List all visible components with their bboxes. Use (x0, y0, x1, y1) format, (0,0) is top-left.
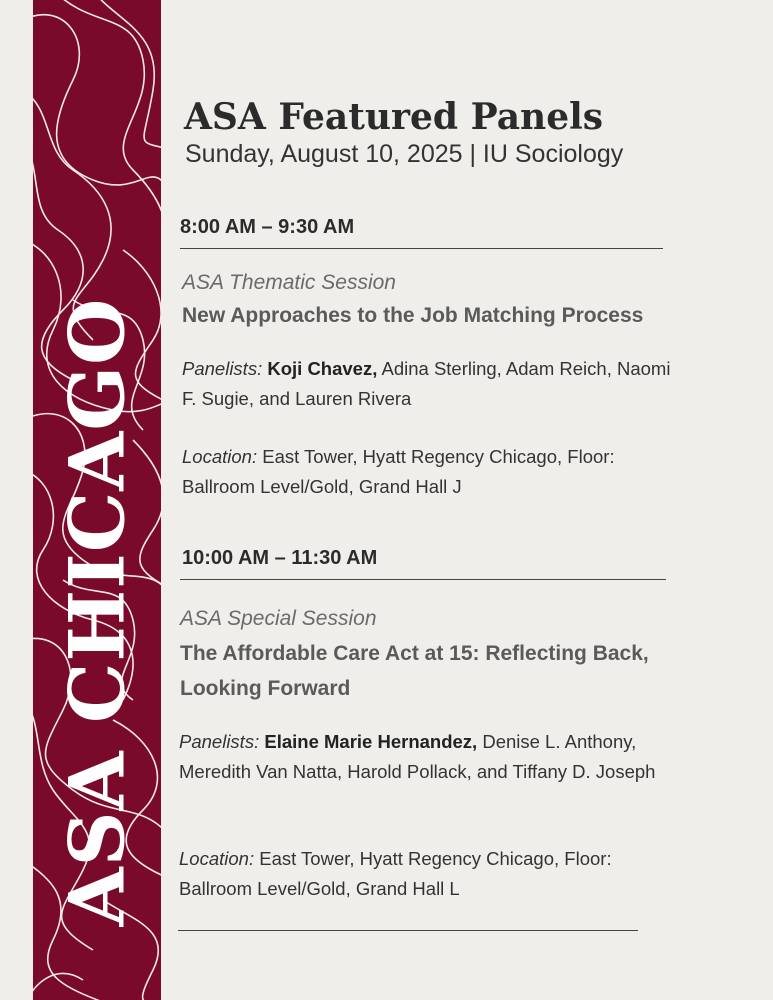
location-text: East Tower, Hyatt Regency Chicago, Floor: Ballroom Level/Gold, Grand Hall L (179, 848, 612, 899)
location-text: East Tower, Hyatt Regency Chicago, Floor: Ballroom Level/Gold, Grand Hall J (182, 446, 615, 497)
session-1-panelists (182, 354, 672, 414)
session-1-location (182, 442, 672, 502)
session-1-time: 8:00 AM – 9:30 AM (180, 216, 355, 238)
footer-divider (178, 930, 638, 931)
panelists-list: Denise L. Anthony, Meredith Van Natta, Harold Pollack, and Tiffany D. Joseph (179, 731, 656, 782)
panelists-label: Panelists: (179, 731, 260, 752)
panelists-label: Panelists: (182, 358, 263, 379)
panelists-list: Adina Sterling, Adam Reich, Naomi F. Sugie, and Lauren Rivera (182, 358, 671, 409)
session-2-divider (180, 579, 666, 580)
panelist-lead: Elaine Marie Hernandez, (264, 731, 478, 752)
session-2-location (179, 844, 669, 904)
location-label: Location: (182, 446, 258, 467)
session-1-type: ASA Thematic Session (182, 271, 396, 294)
location-label: Location: (179, 848, 255, 869)
page-title: ASA Featured Panels (184, 96, 604, 138)
session-2-type: ASA Special Session (180, 607, 377, 630)
banner-title: ASA CHICAGO (52, 297, 142, 927)
session-1-divider (180, 248, 663, 249)
panelist-lead: Koji Chavez, (267, 358, 378, 379)
page-subtitle: Sunday, August 10, 2025 | IU Sociology (185, 140, 624, 168)
session-2-panelists (179, 727, 679, 787)
session-2-title: The Affordable Care Act at 15: Reflecting Back, Looking Forward (180, 642, 649, 700)
session-1-title: New Approaches to the Job Matching Process (182, 304, 644, 327)
session-2-time: 10:00 AM – 11:30 AM (182, 547, 378, 569)
side-banner (33, 0, 161, 1000)
